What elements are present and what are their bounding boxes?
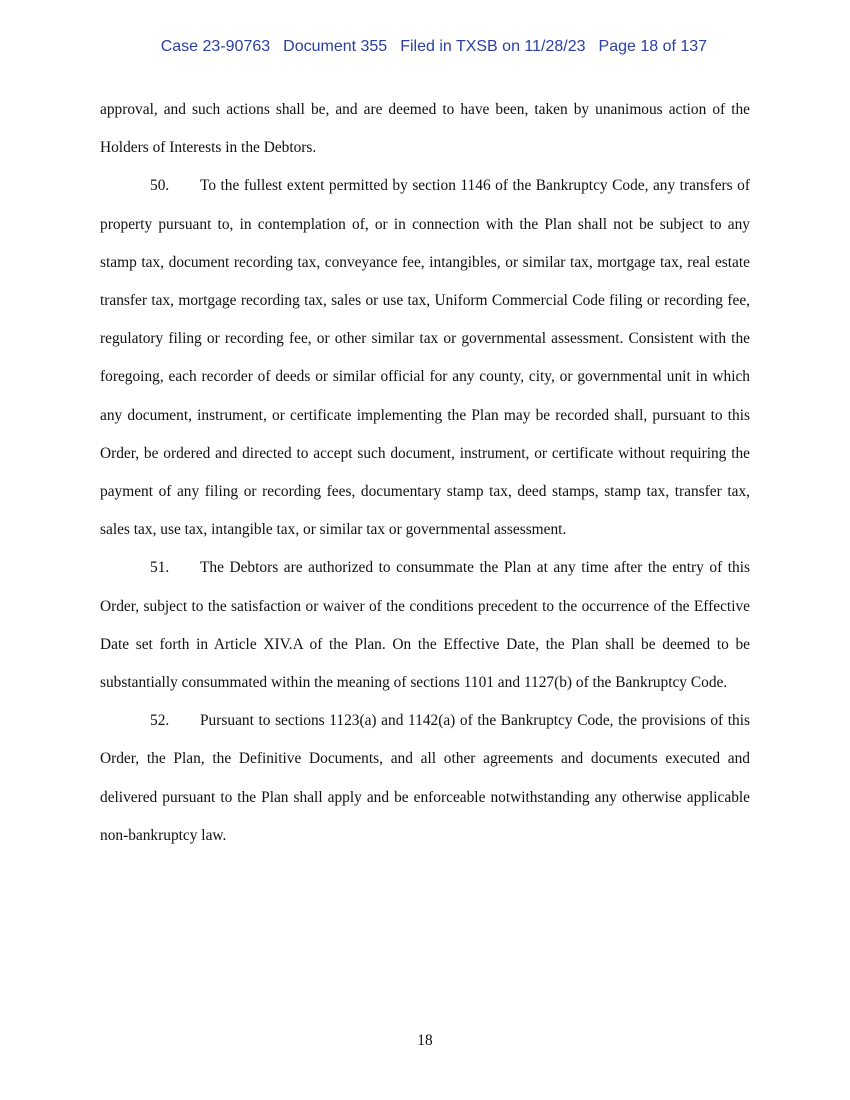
- filing-info: Filed in TXSB on 11/28/23: [400, 38, 586, 55]
- page-of-total: Page 18 of 137: [598, 38, 708, 55]
- paragraph-text: To the fullest extent permitted by section 1146 of the Bankruptcy Code, any transfers of property pursuant to, in contemplation of, or in connection with the Plan shall not be subject to any stamp tax, document recording tax, conveyance fee, intangibles, or similar tax, mortgage tax, real estate transfer tax, mortgage recording tax, sales or use tax, Uniform Commercial Code filing or recording fee, regulatory filing or recording fee, or other similar tax or governmental assessment. Consistent with the foregoing, each recorder of deeds or similar official for any county, city, or governmental unit in which any document, instrument, or certificate implementing the Plan may be recorded shall, pursuant to this Order, be ordered and directed to accept such document, instrument, or certificate without requiring the payment of any filing or recording fees, documentary stamp tax, deed stamps, stamp tax, transfer tax, sales tax, use tax, intangible tax, or similar tax or governmental assessment.: [100, 177, 750, 539]
- paragraph-text: The Debtors are authorized to consummate the Plan at any time after the entry of this Order, subject to the satisfaction or waiver of the conditions precedent to the occurrence of the Effective Date set forth in Article XIV.A of the Plan. On the Effective Date, the Plan shall be deemed to be substantially consummated within the meaning of sections 1101 and 1127(b) of the Bankruptcy Code.: [100, 559, 750, 692]
- paragraph-52: [100, 702, 750, 855]
- paragraph-text: Pursuant to sections 1123(a) and 1142(a) of the Bankruptcy Code, the provisions of this Order, the Plan, the Definitive Documents, and all other agreements and documents executed and delivered pursuant to the Plan shall apply and be enforceable notwithstanding any otherwise applicable non-bankruptcy law.: [100, 712, 750, 844]
- case-number: Case 23-90763: [160, 38, 271, 55]
- document-body: [100, 91, 750, 855]
- paragraph-number: 50.: [150, 177, 170, 195]
- paragraph-number: 52.: [150, 712, 170, 730]
- paragraph-continuation: [100, 91, 750, 167]
- page-number: 18: [417, 1032, 433, 1049]
- court-filing-header: [0, 14, 850, 80]
- paragraph-number: 51.: [150, 559, 170, 577]
- paragraph-50: [100, 167, 750, 549]
- document-number: Document 355: [283, 38, 388, 55]
- paragraph-51: [100, 549, 750, 702]
- paragraph-text: approval, and such actions shall be, and are deemed to have been, taken by unanimous action of the Holders of Interests in the Debtors.: [100, 101, 750, 157]
